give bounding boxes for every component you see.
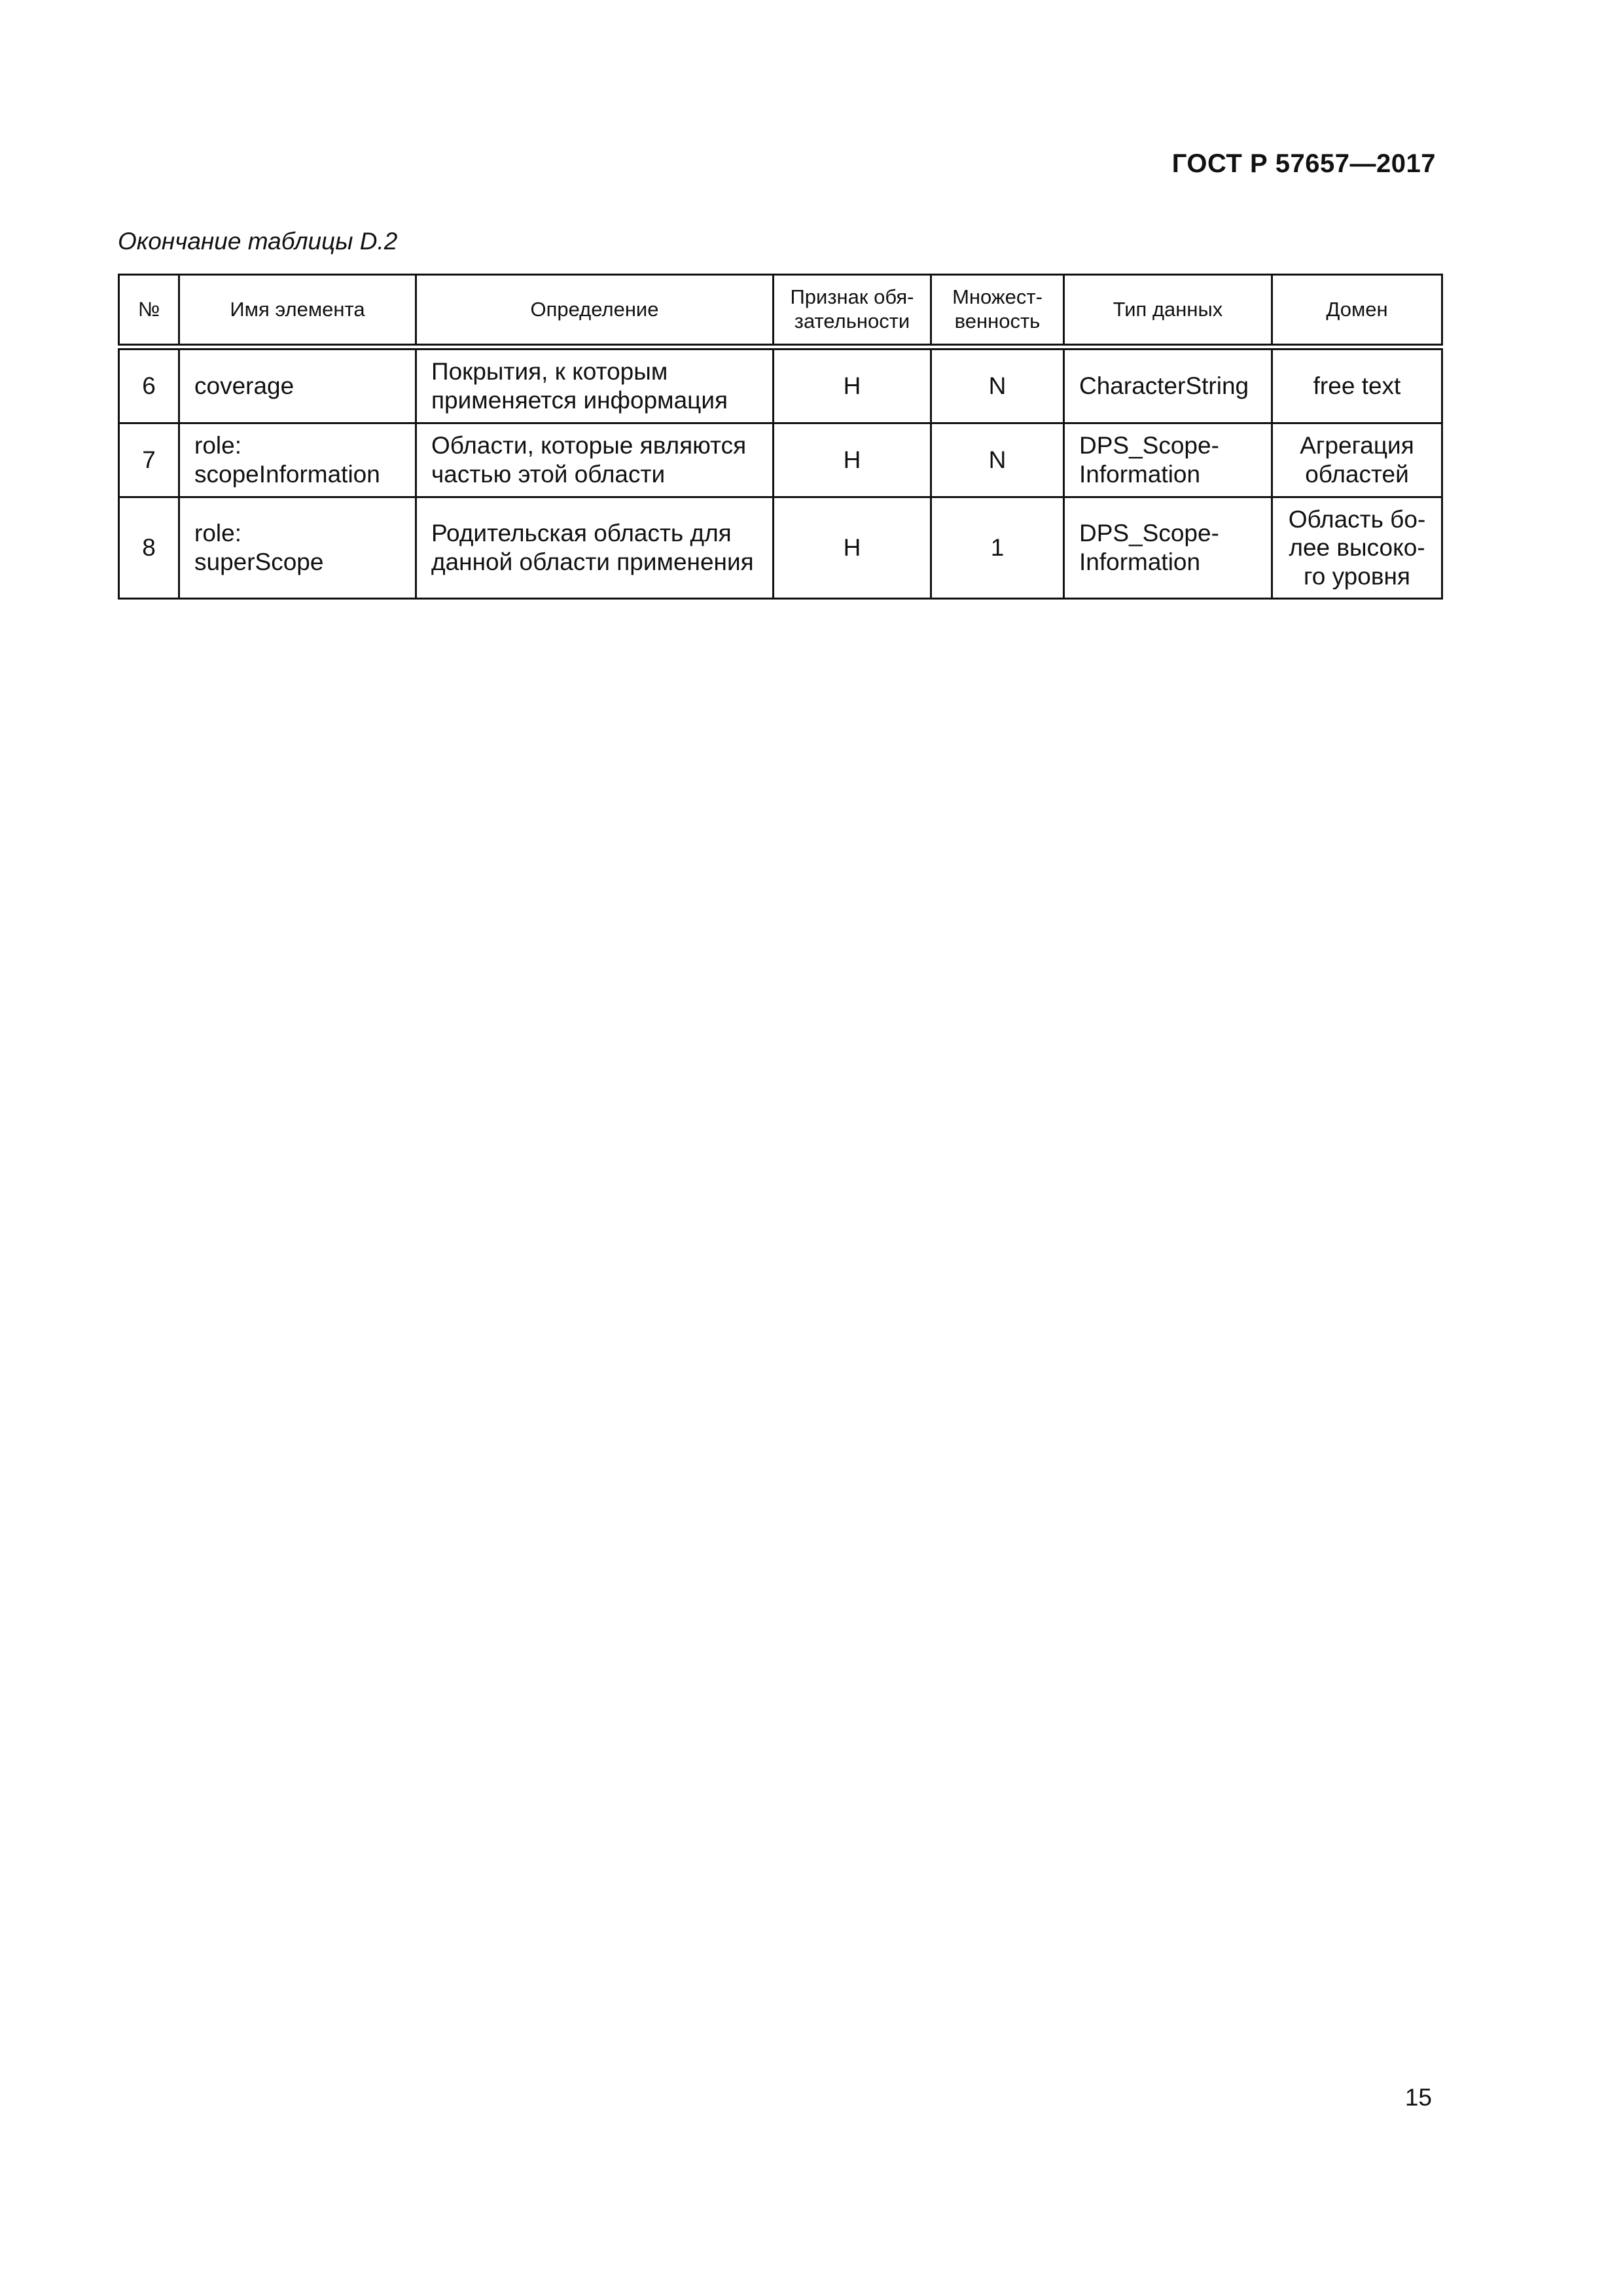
cell-element-name: coverage bbox=[179, 347, 416, 423]
table-row bbox=[119, 497, 1442, 599]
cell-multiplicity: 1 bbox=[931, 497, 1064, 599]
cell-data-type: DPS_Scope- Information bbox=[1064, 497, 1272, 599]
header-element-name: Имя элемента bbox=[179, 275, 416, 348]
table-row bbox=[119, 347, 1442, 423]
cell-num: 8 bbox=[119, 497, 179, 599]
header-obligation: Признак обя- зательности bbox=[774, 275, 931, 348]
cell-definition: Родительская область для данной области применения bbox=[416, 497, 774, 599]
cell-obligation: Н bbox=[774, 347, 931, 423]
cell-obligation: Н bbox=[774, 423, 931, 497]
cell-definition: Области, которые являются частью этой области bbox=[416, 423, 774, 497]
cell-domain: Область бо- лее высоко- го уровня bbox=[1272, 497, 1442, 599]
table-caption: Окончание таблицы D.2 bbox=[118, 228, 398, 255]
cell-multiplicity: N bbox=[931, 423, 1064, 497]
table-row bbox=[119, 423, 1442, 497]
cell-num: 7 bbox=[119, 423, 179, 497]
elements-table bbox=[118, 274, 1443, 600]
cell-element-name: role: scopeInformation bbox=[179, 423, 416, 497]
cell-obligation: Н bbox=[774, 497, 931, 599]
cell-data-type: DPS_Scope- Information bbox=[1064, 423, 1272, 497]
cell-domain: free text bbox=[1272, 347, 1442, 423]
cell-multiplicity: N bbox=[931, 347, 1064, 423]
header-num: № bbox=[119, 275, 179, 348]
page-number: 15 bbox=[1404, 2084, 1432, 2111]
cell-data-type: CharacterString bbox=[1064, 347, 1272, 423]
cell-num: 6 bbox=[119, 347, 179, 423]
table-header-row bbox=[119, 275, 1442, 348]
cell-domain: Агрегация областей bbox=[1272, 423, 1442, 497]
standard-code: ГОСТ Р 57657—2017 bbox=[1171, 149, 1436, 178]
cell-definition: Покрытия, к которым применяется информация bbox=[416, 347, 774, 423]
header-definition: Определение bbox=[416, 275, 774, 348]
header-data-type: Тип данных bbox=[1064, 275, 1272, 348]
cell-element-name: role: superScope bbox=[179, 497, 416, 599]
header-multiplicity: Множест- венность bbox=[931, 275, 1064, 348]
header-domain: Домен bbox=[1272, 275, 1442, 348]
